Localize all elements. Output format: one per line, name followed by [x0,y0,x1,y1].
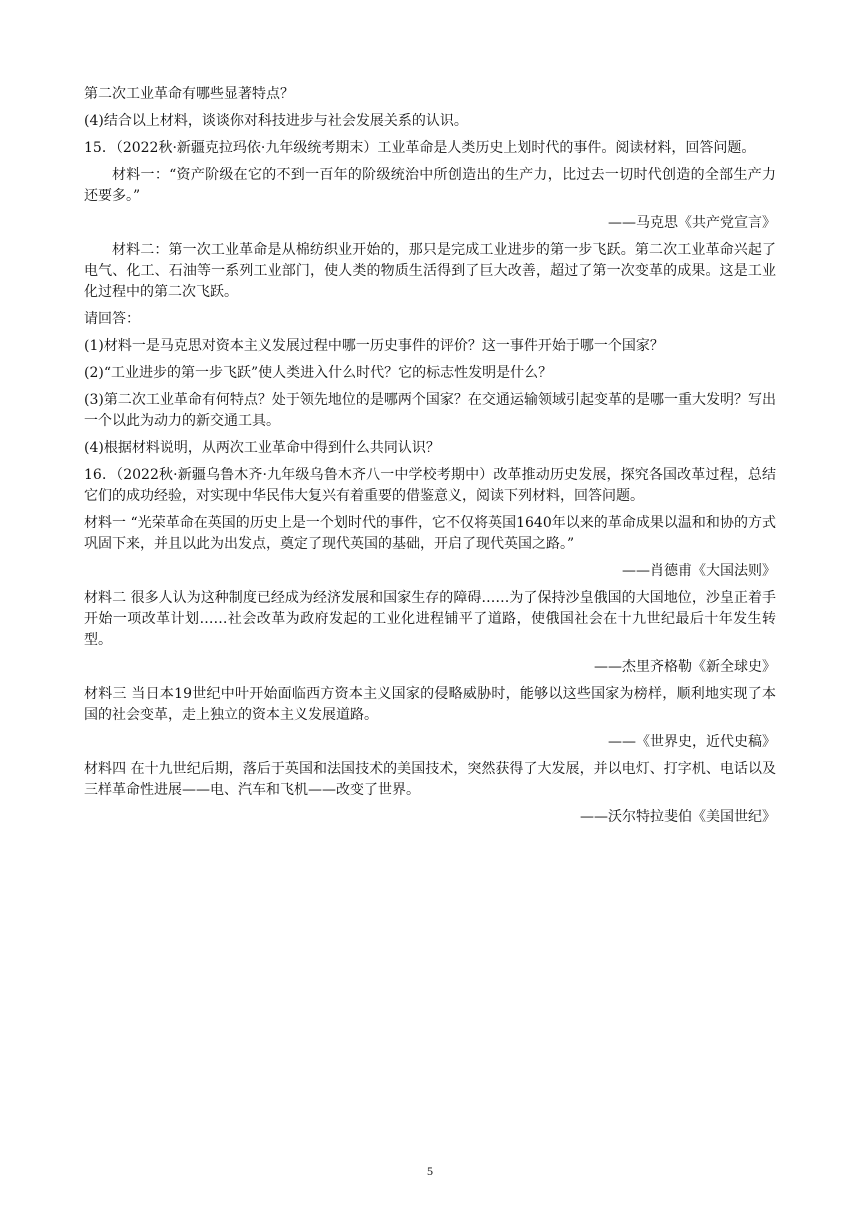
q15-sub4: (4)根据材料说明，从两次工业革命中得到什么共同认识？ [84,440,440,456]
q16-material-4-source: ——沃尔特拉斐伯《美国世纪》 [580,809,776,825]
q15-material-2: 材料二：第一次工业革命是从棉纺织业开始的，那只是完成工业进步的第一步飞跃。第二次工业革命兴起了电气、化工、石油等一系列工业部门，使人类的物质生活得到了巨大改善，超过了第一次变革的成果。这是工业化过程中的第二次飞跃。 [84,242,776,300]
q14-tail: 第二次工业革命有哪些显著特点？ [84,86,294,102]
document-page [84,84,776,834]
q15-material-1-source: ——马克思《共产党宣言》 [608,215,776,231]
page-number: 5 [427,1164,433,1178]
q16-material-3-source: ——《世界史，近代史稿》 [608,734,776,750]
q15-prompt: 请回答： [84,311,140,327]
q16-material-2-source: ——杰里齐格勒《新全球史》 [594,659,776,675]
q15-material-1: 材料一：“资产阶级在它的不到一百年的阶级统治中所创造出的生产力，比过去一切时代创造的全部生产力还要多。” [84,167,776,204]
q15-stem: 15．（2022秋·新疆克拉玛依·九年级统考期末）工业革命是人类历史上划时代的事件。阅读材料，回答问题。 [84,140,756,156]
q16-material-1: 材料一 “光荣革命在英国的历史上是一个划时代的事件，它不仅将英国1640年以来的革命成果以温和和协的方式巩固下来，并且以此为出发点，奠定了现代英国的基础，开启了现代英国之路。” [84,515,776,552]
q16-stem: 16．（2022秋·新疆乌鲁木齐·九年级乌鲁木齐八一中学校考期中）改革推动历史发展，探究各国改革过程，总结它们的成功经验，对实现中华民伟大复兴有着重要的借鉴意义，阅读下列材料，回答问题。 [84,467,776,504]
q16-material-1-source: ——肖德甫《大国法则》 [622,563,776,579]
q15-sub2: (2)“工业进步的第一步飞跃”使人类进入什么时代？它的标志性发明是什么？ [84,365,553,381]
q16-material-2: 材料二 很多人认为这种制度已经成为经济发展和国家生存的障碍……为了保持沙皇俄国的大国地位，沙皇正着手开始一项改革计划……社会改革为政府发起的工业化进程铺平了道路，使俄国社会在十九世纪最后十年发生转型。 [84,590,776,648]
q16-material-3: 材料三 当日本19世纪中叶开始面临西方资本主义国家的侵略威胁时，能够以这些国家为榜样，顺利地实现了本国的社会变革，走上独立的资本主义发展道路。 [84,686,776,723]
q14-sub4: (4)结合以上材料，谈谈你对科技进步与社会发展关系的认识。 [84,113,468,129]
q16-material-4: 材料四 在十九世纪后期，落后于英国和法国技术的美国技术，突然获得了大发展，并以电灯、打字机、电话以及三样革命性进展——电、汽车和飞机——改变了世界。 [84,761,776,798]
q15-sub1: (1)材料一是马克思对资本主义发展过程中哪一历史事件的评价？这一事件开始于哪一个国家？ [84,338,664,354]
q15-sub3: (3)第二次工业革命有何特点？处于领先地位的是哪两个国家？在交通运输领域引起变革的是哪一重大发明？写出一个以此为动力的新交通工具。 [84,392,776,429]
